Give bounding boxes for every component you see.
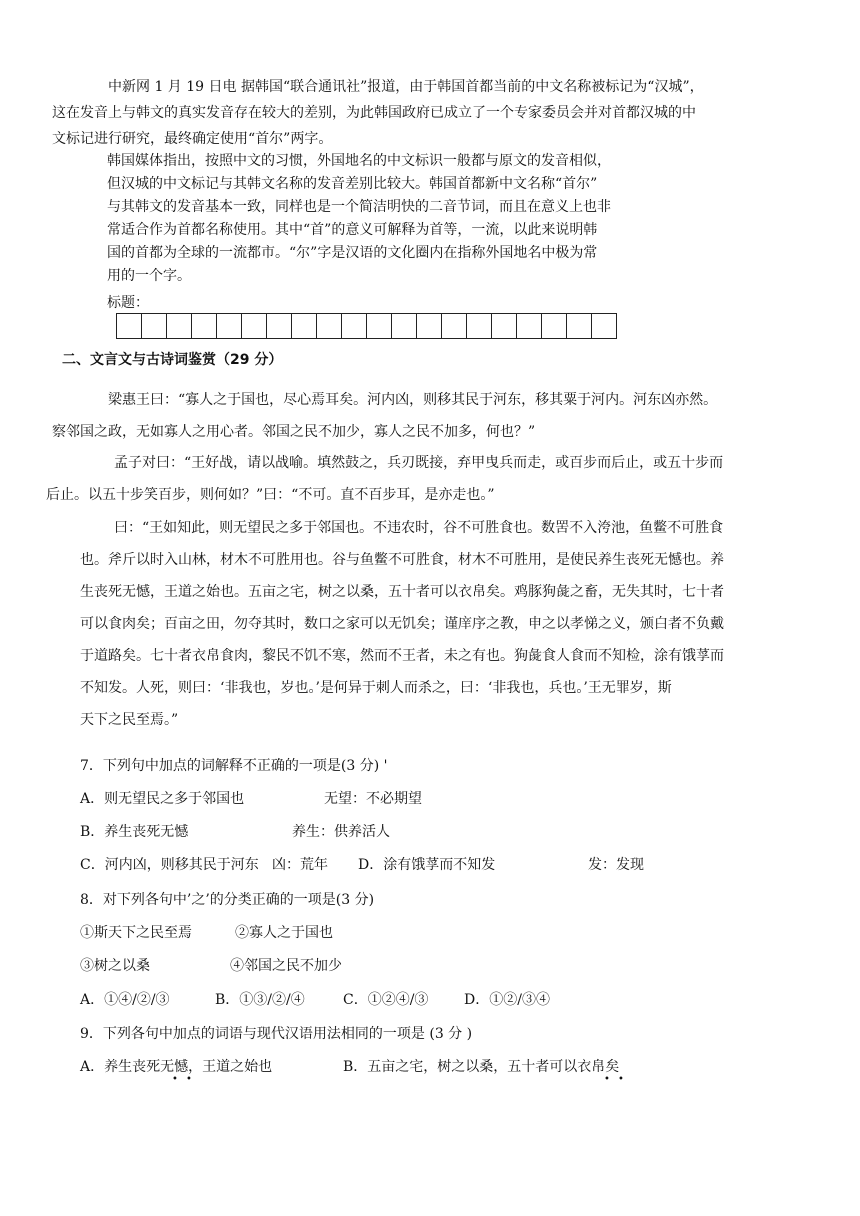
title-answer-grid[interactable] — [117, 313, 617, 339]
emphasis-dot: • — [604, 1074, 610, 1085]
passage-paragraph-2 — [46, 447, 780, 511]
question-9-stem: 9．下列各句中加点的词语与现代汉语用法相同的一项是 (3 分 ) — [80, 1026, 473, 1042]
passage-line: 可以食肉矣；百亩之田，勿夺其时，数口之家可以无饥矣；谨庠序之教，申之以孝悌之义，颁白者不负戴 — [80, 616, 724, 632]
news-line: 中新网 1 月 19 日电 据韩国“联合通讯社”报道，由于韩国首都当前的中文名称被标记为“汉城”， — [108, 79, 704, 95]
q7-option-c-explanation: 凶：荒年 — [272, 857, 328, 873]
title-char-box[interactable] — [191, 313, 217, 339]
passage-line: 梁惠王曰：“寡人之于国也，尽心焉耳矣。河内凶，则移其民于河东，移其粟于河内。河东凶亦然。 — [108, 392, 718, 408]
passage-line: 于道路矣。七十者衣帛食肉，黎民不饥不寒，然而不王者，未之有也。狗彘食人食而不知检，涂有饿莩而 — [80, 648, 724, 664]
title-char-box[interactable] — [416, 313, 442, 339]
title-char-box[interactable] — [591, 313, 617, 339]
q8-option-a[interactable]: A．①④/②/③ — [80, 992, 170, 1008]
title-char-box[interactable] — [341, 313, 367, 339]
passage-line: 察邻国之政，无如寡人之用心者。邻国之民不加少，寡人之民不加多，何也？” — [52, 424, 536, 440]
title-char-box[interactable] — [316, 313, 342, 339]
section-heading: 二、文言文与古诗词鉴赏（29 分） — [62, 352, 283, 368]
news-paragraph-1 — [52, 74, 780, 152]
news-line: 用的一个字。 — [107, 268, 191, 284]
question-7-stem: 7．下列句中加点的词解释不正确的一项是(3 分) ' — [80, 758, 388, 774]
title-char-box[interactable] — [291, 313, 317, 339]
q9-option-b[interactable]: B．五亩之宅，树之以桑，五十者可以衣帛矣 — [343, 1059, 620, 1075]
news-line: 这在发音上与韩文的真实发音存在较大的差别，为此韩国政府已成立了一个专家委员会并对首都汉城的中 — [52, 105, 696, 121]
q7-option-a-explanation: 无望：不必期望 — [324, 791, 422, 807]
q7-option-a[interactable]: A．则无望民之多于邻国也 — [80, 791, 245, 807]
title-char-box[interactable] — [366, 313, 392, 339]
title-char-box[interactable] — [216, 313, 242, 339]
emphasis-dot: • — [186, 1074, 192, 1085]
passage-line: 后止。以五十步笑百步，则何如？”曰：“不可。直不百步耳，是亦走也。” — [46, 487, 495, 503]
question-8-stem: 8．对下列各句中’之’的分类正确的一项是(3 分) — [80, 892, 375, 908]
title-char-box[interactable] — [266, 313, 292, 339]
title-char-box[interactable] — [391, 313, 417, 339]
q7-option-c[interactable]: C．河内凶，则移其民于河东 — [80, 857, 259, 873]
q7-option-b-explanation: 养生：供养活人 — [292, 824, 390, 840]
q9-option-a[interactable]: A．养生丧死无憾，王道之始也 — [80, 1059, 273, 1075]
emphasis-dot: • — [172, 1074, 178, 1085]
passage-line: 曰：“王如知此，则无望民之多于邻国也。不违农时，谷不可胜食也。数罟不入洿池，鱼鳖不可胜食 — [114, 520, 724, 536]
passage-line: 孟子对曰：“王好战，请以战喻。填然鼓之，兵刃既接，弃甲曳兵而走，或百步而后止，或五十步而 — [114, 455, 724, 471]
passage-paragraph-1 — [52, 384, 780, 448]
title-char-box[interactable] — [441, 313, 467, 339]
q8-sentence-2: ②寡人之于国也 — [235, 925, 333, 941]
title-char-box[interactable] — [491, 313, 517, 339]
title-char-box[interactable] — [516, 313, 542, 339]
passage-line: 也。斧斤以时入山林，材木不可胜用也。谷与鱼鳖不可胜食，材木不可胜用，是使民养生丧死无憾也。养 — [80, 552, 724, 568]
title-char-box[interactable] — [541, 313, 567, 339]
q8-sentence-1: ①斯天下之民至焉 — [80, 925, 192, 941]
q8-option-b[interactable]: B．①③/②/④ — [215, 992, 305, 1008]
title-char-box[interactable] — [566, 313, 592, 339]
news-line: 常适合作为首都名称使用。其中“首”的意义可解释为首等，一流，以此来说明韩 — [107, 222, 598, 238]
q8-sentence-4: ④邻国之民不加少 — [230, 958, 342, 974]
news-paragraph-2 — [107, 150, 682, 288]
title-char-box[interactable] — [466, 313, 492, 339]
title-char-box[interactable] — [141, 313, 167, 339]
q7-option-d[interactable]: D．涂有饿莩而不知发 — [358, 857, 496, 873]
news-line: 韩国媒体指出，按照中文的习惯，外国地名的中文标识一般都与原文的发音相似， — [107, 153, 611, 169]
news-line: 与其韩文的发音基本一致，同样也是一个简洁明快的二音节词，而且在意义上也非 — [107, 199, 611, 215]
passage-line: 天下之民至焉。” — [80, 712, 179, 728]
q7-option-b[interactable]: B．养生丧死无憾 — [80, 824, 189, 840]
emphasis-dot: • — [618, 1074, 624, 1085]
passage-line: 不知发。人死，则曰：‘非我也，岁也。’是何异于刺人而杀之，曰：‘非我也，兵也。’王无罪岁，斯 — [80, 680, 672, 696]
q7-option-d-explanation: 发：发现 — [588, 857, 644, 873]
news-line: 国的首都为全球的一流都市。“尔”字是汉语的文化圈内在指称外国地名中极为常 — [107, 245, 598, 261]
q8-option-d[interactable]: D．①②/③④ — [464, 992, 550, 1008]
title-char-box[interactable] — [116, 313, 142, 339]
passage-paragraph-3 — [80, 512, 780, 736]
title-char-box[interactable] — [241, 313, 267, 339]
title-label: 标题： — [107, 295, 149, 311]
q8-option-c[interactable]: C．①②④/③ — [343, 992, 429, 1008]
passage-line: 生丧死无憾，王道之始也。五亩之宅，树之以桑，五十者可以衣帛矣。鸡豚狗彘之畜，无失其时，七十者 — [80, 584, 724, 600]
news-line: 但汉城的中文标记与其韩文名称的发音差别比较大。韩国首都新中文名称“首尔” — [107, 176, 598, 192]
q8-sentence-3: ③树之以桑 — [80, 958, 150, 974]
title-char-box[interactable] — [166, 313, 192, 339]
news-line: 文标记进行研究，最终确定使用“首尔”两字。 — [52, 131, 333, 147]
